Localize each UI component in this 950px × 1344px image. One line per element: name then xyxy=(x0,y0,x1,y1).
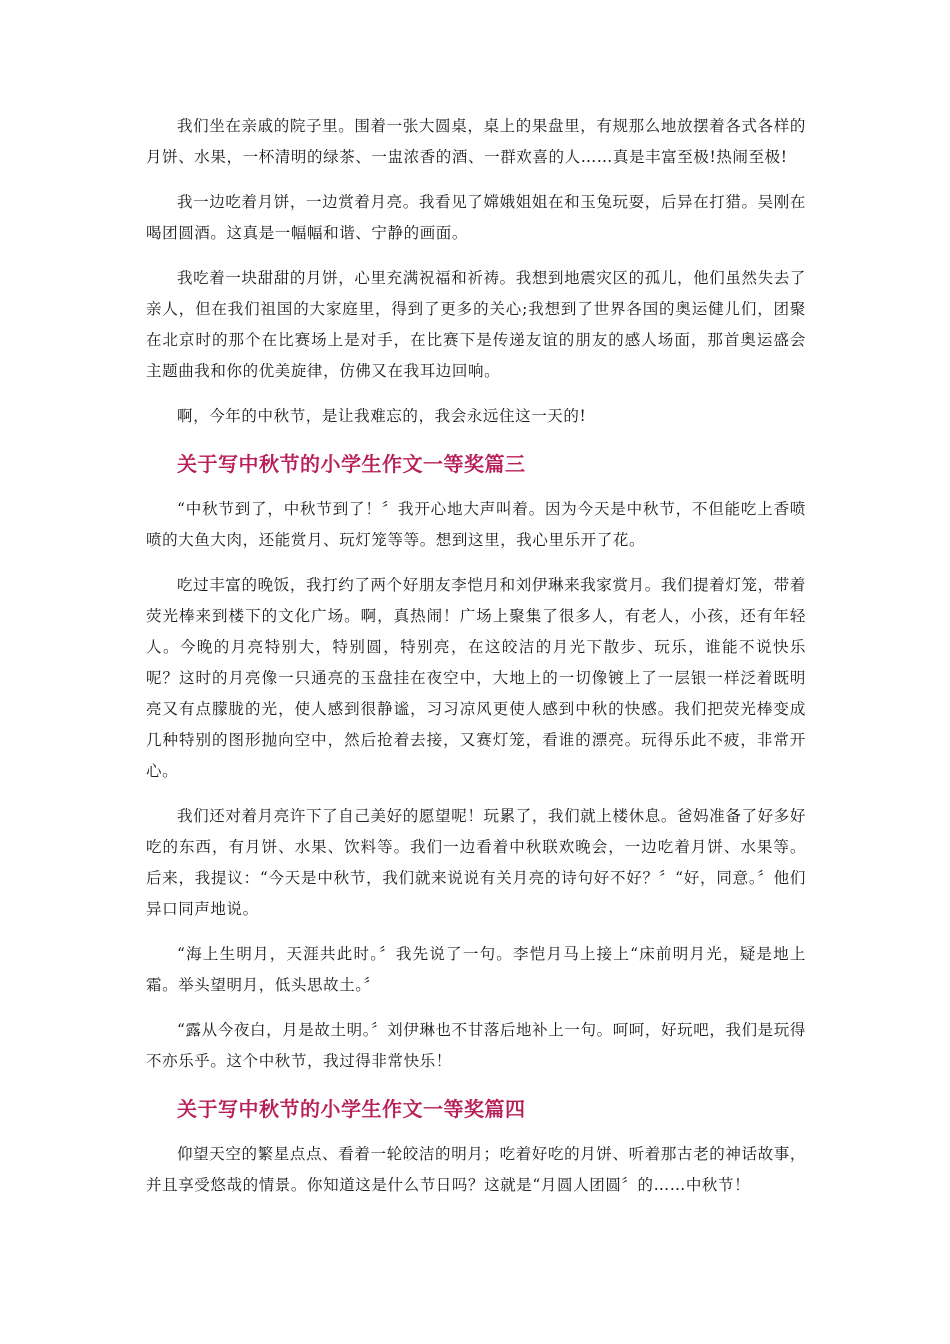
paragraph: 我们坐在亲戚的院子里。围着一张大圆桌，桌上的果盘里，有规那么地放摆着各式各样的月饼、水果，一杯清明的绿茶、一盅浓香的酒、一群欢喜的人……真是丰富至极!热闹至极! xyxy=(146,117,806,166)
paragraph: 啊，今年的中秋节，是让我难忘的，我会永远住这一天的! xyxy=(177,407,587,425)
paragraph: “海上生明月，天涯共此时。〞我先说了一句。李恺月马上接上“床前明月光，疑是地上霜。举头望明月，低头思故土。〞 xyxy=(146,945,806,994)
paragraph: “中秋节到了，中秋节到了！〞我开心地大声叫着。因为今天是中秋节，不但能吃上香喷喷的大鱼大肉，还能赏月、玩灯笼等等。想到这里，我心里乐开了花。 xyxy=(146,500,806,549)
paragraph: 我们还对着月亮许下了自己美好的愿望呢！玩累了，我们就上楼休息。爸妈准备了好多好吃的东西，有月饼、水果、饮料等。我们一边看着中秋联欢晚会，一边吃着月饼、水果等。后来，我提议：“今天是中秋节，我们就来说说有关月亮的诗句好不好？〞“好，同意。〞他们异口同声地说。 xyxy=(146,807,806,918)
paragraph: 我一边吃着月饼，一边赏着月亮。我看见了嫦娥姐姐在和玉兔玩耍，后异在打猎。吴刚在喝团圆酒。这真是一幅幅和谐、宁静的画面。 xyxy=(146,193,806,242)
section-heading-part-four: 关于写中秋节的小学生作文一等奖篇四 xyxy=(177,1097,526,1121)
paragraph: 吃过丰富的晚饭，我打约了两个好朋友李恺月和刘伊琳来我家赏月。我们提着灯笼，带着荧光棒来到楼下的文化广场。啊，真热闹！广场上聚集了很多人，有老人，小孩，还有年轻人。今晚的月亮特别大，特别圆，特别亮，在这皎洁的月光下散步、玩乐，谁能不说快乐呢？这时的月亮像一只通亮的玉盘挂在夜空中，大地上的一切像镀上了一层银一样泛着既明亮又有点朦胧的光，使人感到很静谧，习习凉风更使人感到中秋的快感。我们把荧光棒变成几种特别的图形抛向空中，然后抢着去接，又赛灯笼，看谁的漂亮。玩得乐此不疲，非常开心。 xyxy=(146,576,806,780)
section-heading-part-three: 关于写中秋节的小学生作文一等奖篇三 xyxy=(177,452,526,476)
document-body xyxy=(146,111,806,1215)
paragraph: 我吃着一块甜甜的月饼，心里充满祝福和祈祷。我想到地震灾区的孤儿，他们虽然失去了亲人，但在我们祖国的大家庭里，得到了更多的关心;我想到了世界各国的奥运健儿们，团聚在北京时的那个在比赛场上是对手，在比赛下是传递友谊的朋友的感人场面，那首奥运盛会主题曲我和你的优美旋律，仿佛又在我耳边回响。 xyxy=(146,269,806,380)
paragraph: “露从今夜白，月是故土明。〞刘伊琳也不甘落后地补上一句。呵呵，好玩吧，我们是玩得不亦乐乎。这个中秋节，我过得非常快乐！ xyxy=(146,1021,806,1070)
paragraph: 仰望天空的繁星点点、看着一轮皎洁的明月；吃着好吃的月饼、听着那古老的神话故事，并且享受悠哉的情景。你知道这是什么节日吗？这就是“月圆人团圆〞的……中秋节！ xyxy=(146,1145,806,1194)
